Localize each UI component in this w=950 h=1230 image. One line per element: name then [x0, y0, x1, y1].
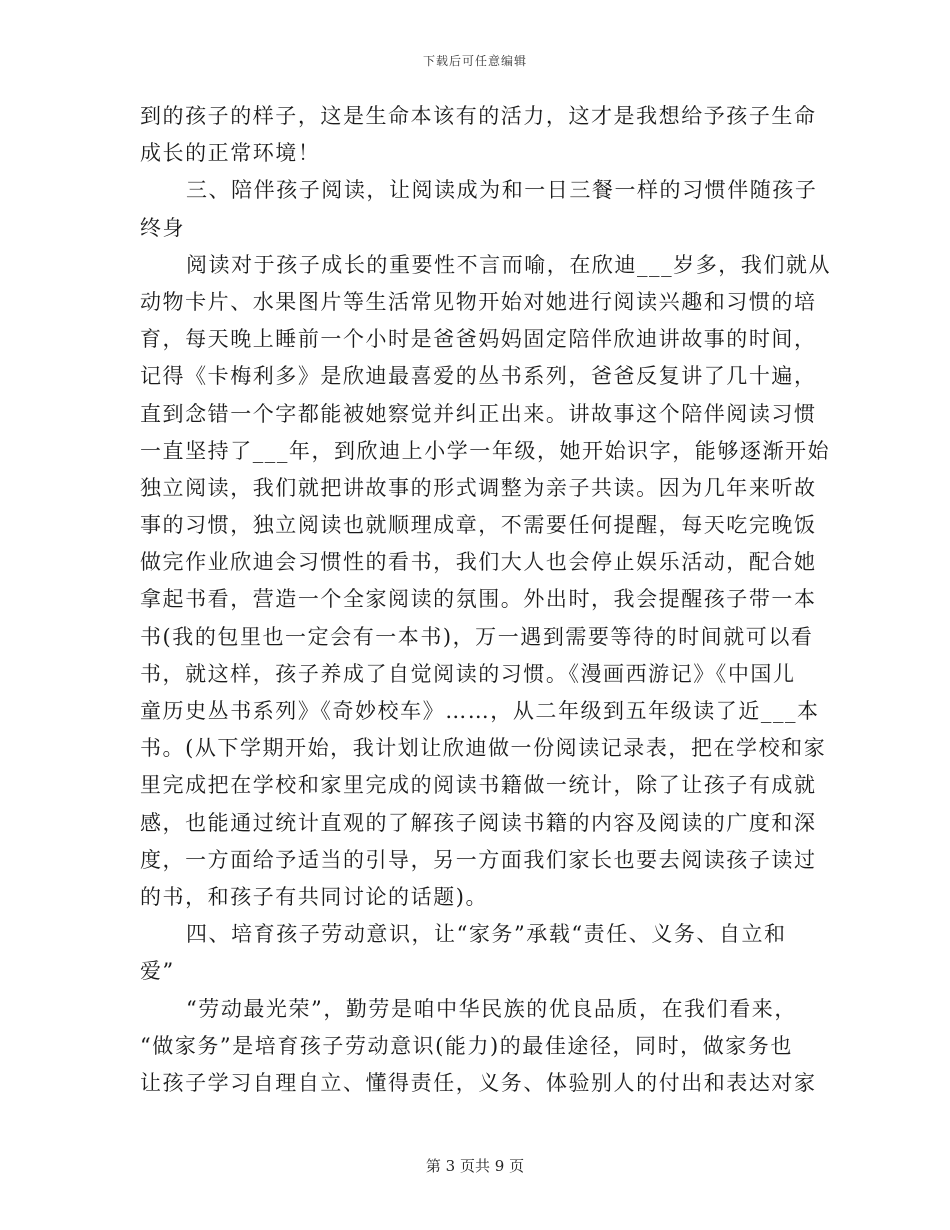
text-line: 直到念错一个字都能被她察觉并纠正出来。讲故事这个陪伴阅读习惯: [140, 401, 817, 426]
text-line: 书，就这样，孩子养成了自觉阅读的习惯。《漫画西游记》《中国儿: [140, 661, 796, 686]
text-line: 到的孩子的样子，这是生命本该有的活力，这才是我想给予孩子生命: [140, 104, 817, 128]
text-line: 一直坚持了___年，到欣迪上小学一年级，她开始识字，能够逐渐开始: [140, 438, 831, 463]
text-line: 度，一方面给予适当的引导，另一方面我们家长也要去阅读孩子读过: [140, 847, 817, 872]
section-heading: 三、陪伴孩子阅读，让阅读成为和一日三餐一样的习惯伴随孩子: [186, 178, 818, 203]
text-line: 的书，和孩子有共同讨论的话题)。: [140, 884, 488, 909]
section-heading-continued: 终身: [140, 215, 186, 240]
text-line: 独立阅读，我们就把讲故事的形式调整为亲子共读。因为几年来听故: [140, 475, 817, 500]
text-line: 里完成把在学校和家里完成的阅读书籍做一统计，除了让孩子有成就: [140, 773, 817, 798]
text-line: 事的习惯，独立阅读也就顺理成章，不需要任何提醒，每天吃完晚饭: [140, 513, 817, 538]
document-body: [140, 98, 831, 1102]
text-line: 成长的正常环境！: [140, 141, 321, 166]
text-line: 做完作业欣迪会习惯性的看书，我们大人也会停止娱乐活动，配合她: [140, 550, 817, 575]
text-line: 让孩子学习自理自立、懂得责任，义务、体验别人的付出和表达对家: [140, 1070, 817, 1095]
text-line: 书。(从下学期开始，我计划让欣迪做一份阅读记录表，把在学校和家: [140, 736, 827, 761]
text-line: 动物卡片、水果图片等生活常见物开始对她进行阅读兴趣和习惯的培: [140, 289, 817, 314]
text-line: 拿起书看，营造一个全家阅读的氛围。外出时，我会提醒孩子带一本: [140, 587, 817, 612]
text-line: 感，也能通过统计直观的了解孩子阅读书籍的内容及阅读的广度和深: [140, 810, 817, 835]
section-heading-continued: 爱”: [140, 959, 175, 984]
text-line: 书(我的包里也一定会有一本书)，万一遇到需要等待的时间就可以看: [140, 624, 814, 649]
page-footer: 第 3 页共 9 页: [425, 1157, 525, 1175]
text-line: 育，每天晚上睡前一个小时是爸爸妈妈固定陪伴欣迪讲故事的时间，: [140, 327, 817, 352]
text-line: 记得《卡梅利多》是欣迪最喜爱的丛书系列，爸爸反复讲了几十遍，: [140, 364, 817, 389]
text-line: “劳动最光荣”，勤劳是咱中华民族的优良品质，在我们看来，: [186, 996, 797, 1021]
text-line: 阅读对于孩子成长的重要性不言而喻，在欣迪___岁多，我们就从: [186, 252, 831, 277]
text-line: 童历史丛书系列》《奇妙校车》……，从二年级到五年级读了近___本: [140, 699, 820, 723]
page-header: 下载后可任意编辑: [422, 54, 527, 68]
text-line: “做家务”是培育孩子劳动意识(能力)的最佳途径，同时，做家务也: [140, 1033, 793, 1058]
section-heading: 四、培育孩子劳动意识，让“家务”承载“责任、义务、自立和: [186, 922, 787, 947]
